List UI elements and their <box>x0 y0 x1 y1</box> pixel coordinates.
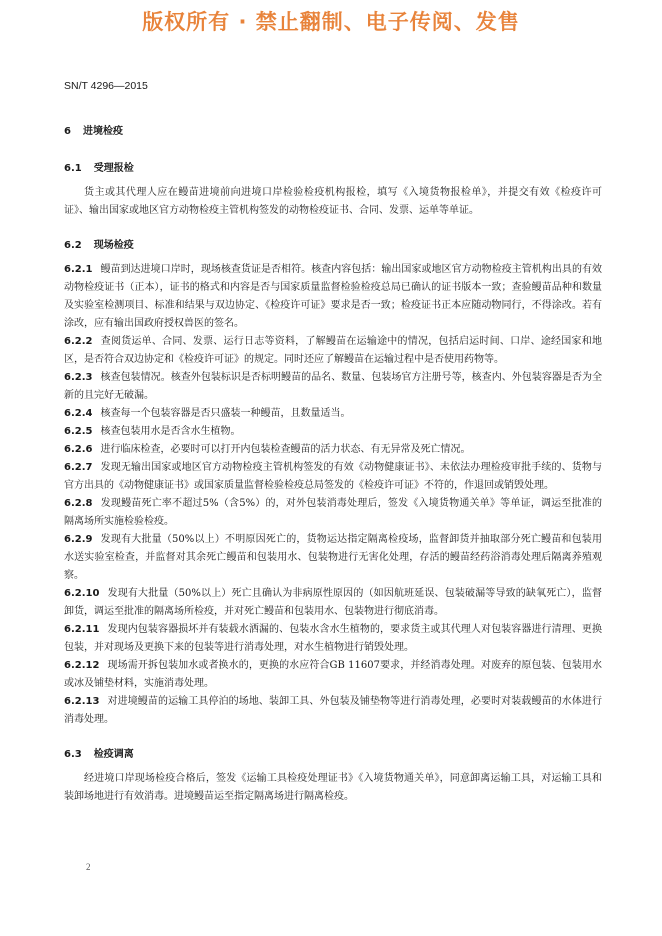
section-heading <box>64 122 602 137</box>
subsection-number: 6.2 <box>64 240 82 251</box>
clause-number: 6.2.10 <box>64 588 100 599</box>
page-number: 2 <box>86 862 91 872</box>
standard-code: SN/T 4296—2015 <box>64 80 148 92</box>
subsection-title: 检疫调离 <box>93 749 134 760</box>
clause-text: 核查包装情况。核查外包装标识是否标明鳗苗的品名、数量、包装场官方注册号等，核查内、外包装容器是否为全新的且完好无破漏。 <box>64 372 602 401</box>
clause-text: 发现无输出国家或地区官方动物检疫主管机构签发的有效《动物健康证书》、未依法办理检疫审批手续的、货物与官方出具的《动物健康证书》或国家质量监督检验检疫总局签发的《检疫许可证》不符的，作退回或销毁处理。 <box>64 462 602 491</box>
clause-text: 进行临床检查，必要时可以打开内包装检查鳗苗的活力状态、有无异常及死亡情况。 <box>100 444 471 455</box>
section-title: 进境检疫 <box>82 126 123 137</box>
subsection-title: 现场检疫 <box>93 240 134 251</box>
subsection-heading-6-3 <box>64 745 602 760</box>
clause-text: 对进境鳗苗的运输工具停泊的场地、装卸工具、外包装及铺垫物等进行消毒处理，必要时对装载鳗苗的水体进行消毒处理。 <box>64 696 602 725</box>
clause-text: 查阅货运单、合同、发票、运行日志等资料，了解鳗苗在运输途中的情况，包括启运时间、口岸、途经国家和地区，是否符合双边协定和《检疫许可证》的规定。同时还应了解鳗苗在运输过程中是否使用药物等。 <box>64 336 602 365</box>
clause-6-2-2 <box>64 333 602 369</box>
clause-text: 现场需开拆包装加水或者换水的，更换的水应符合GB 11607要求，并经消毒处理。对废弃的原包装、包装用水或冰及铺垫材料，实施消毒处理。 <box>64 660 602 689</box>
clause-6-2-12 <box>64 657 602 693</box>
clause-number: 6.2.1 <box>64 264 93 275</box>
clause-6-2-1 <box>64 261 602 333</box>
clause-6-2-10 <box>64 585 602 621</box>
paragraph-6-3: 经进境口岸现场检疫合格后，签发《运输工具检疫处理证书》《入境货物通关单》，同意卸离运输工具，对运输工具和装卸场地进行有效消毒。进境鳗苗运至指定隔离场进行隔离检疫。 <box>64 773 602 802</box>
clause-6-2-11 <box>64 621 602 657</box>
clause-text: 核查包装用水是否含水生植物。 <box>100 426 241 437</box>
clause-number: 6.2.5 <box>64 426 93 437</box>
clause-6-2-9 <box>64 531 602 585</box>
clause-number: 6.2.7 <box>64 462 93 473</box>
clause-number: 6.2.2 <box>64 336 93 347</box>
paragraph-6-1: 货主或其代理人应在鳗苗进境前向进境口岸检验检疫机构报检，填写《入境货物报检单》，并提交有效《检疫许可证》、输出国家或地区官方动物检疫主管机构签发的动物检疫证书、合同、发票、运单等单证。 <box>64 187 602 216</box>
subsection-number: 6.3 <box>64 749 82 760</box>
clause-6-2-8 <box>64 495 602 531</box>
clause-number: 6.2.9 <box>64 534 93 545</box>
clause-number: 6.2.6 <box>64 444 93 455</box>
clause-text: 发现鳗苗死亡率不超过5%（含5%）的，对外包装消毒处理后，签发《入境货物通关单》等单证，调运至批准的隔离场所实施检验检疫。 <box>64 498 602 527</box>
clause-6-2-4 <box>64 405 602 423</box>
clause-text: 鳗苗到达进境口岸时，现场核查货证是否相符。核查内容包括：输出国家或地区官方动物检疫主管机构出具的有效动物检疫证书（正本），证书的格式和内容是否与国家质量监督检验检疫总局已确认的证书版本一致；查验鳗苗品种和数量及实验室检测项目、标准和结果与双边协定、《检疫许可证》要求是否一致；检疫证书正本应随动物同行，不得涂改。若有涂改，应有输出国政府授权兽医的签名。 <box>64 264 602 329</box>
subsection-heading-6-1 <box>64 159 602 174</box>
clause-6-2-5 <box>64 423 602 441</box>
clause-text: 发现有大批量（50%以上）死亡且确认为非病原性原因的（如因航班延误、包装破漏等导致的缺氧死亡），监督卸货，调运至批准的隔离场所检疫，并对死亡鳗苗和包装用水、包装物进行彻底消毒。 <box>64 588 602 617</box>
clause-number: 6.2.13 <box>64 696 100 707</box>
section-number: 6 <box>64 126 71 137</box>
clause-text: 核查每一个包装容器是否只盛装一种鳗苗，且数量适当。 <box>100 408 351 419</box>
clause-text: 发现内包装容器损坏并有装载水洒漏的、包装水含水生植物的，要求货主或其代理人对包装容器进行清理、更换包装，并对现场及更换下来的包装等进行消毒处理，对水生植物进行销毁处理。 <box>64 624 602 653</box>
copyright-watermark: 版权所有 · 禁止翻制、电子传阅、发售 <box>142 10 520 34</box>
subsection-title: 受理报检 <box>93 163 134 174</box>
clause-text: 发现有大批量（50%以上）不明原因死亡的，货物运达指定隔离检疫场，监督卸货并抽取部分死亡鳗苗和包装用水送实验室检查，并监督对其余死亡鳗苗和包装用水、包装物进行无害化处理，存活的鳗苗经药浴消毒处理后隔离养殖观察。 <box>64 534 602 581</box>
clause-number: 6.2.4 <box>64 408 93 419</box>
clause-6-2-13 <box>64 693 602 729</box>
subsection-number: 6.1 <box>64 163 82 174</box>
clause-number: 6.2.11 <box>64 624 100 635</box>
document-body <box>64 122 602 806</box>
clause-6-2-6 <box>64 441 602 459</box>
clause-number: 6.2.3 <box>64 372 93 383</box>
clause-6-2-3 <box>64 369 602 405</box>
subsection-heading-6-2 <box>64 236 602 251</box>
clause-number: 6.2.12 <box>64 660 100 671</box>
clause-number: 6.2.8 <box>64 498 93 509</box>
clause-6-2-7 <box>64 459 602 495</box>
